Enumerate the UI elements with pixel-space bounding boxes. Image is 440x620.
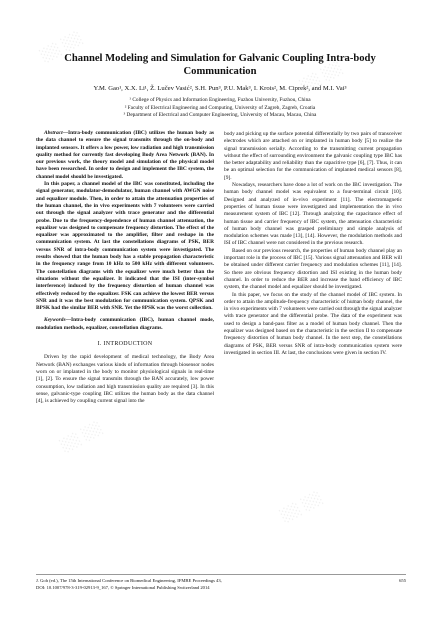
abstract-label: Abstract— bbox=[44, 130, 68, 136]
page-number: 655 bbox=[399, 578, 406, 583]
page-footer bbox=[36, 574, 406, 591]
abstract-text-2: In this paper, a channel model of the IBC was constituted, including the signal generator, modulator-demodulator, human channel with AWGN noise and equalizer module. Then, in order to attain the attenuation properties of the human channel, the in vivo experiments with 7 volunteers were carried out through the signal analyzer with trace generator and the differential probe. Due to the frequency-dependence of human channel attenuation, the equalizer was designed to compensate frequency distortion. The effect of the equalizer was approximated to the amplifier, filter and reshape in the communication system. At last the constellations diagrams of PSK, BER versus SNR of intra-body communication system were investigated. The results showed that the human body has a stable propagation characteristic in the frequency range from 10 kHz to 500 kHz with different volunteers. The constellation diagrams with the equalizer were much better than the situations without the equalizer. It indicated that the ISI (inter-symbol interference) induced by the frequency distortion of human channel was effectively reduced by the equalizer. FSK can achieve the lowest BER versus SNR and it was the best modulation for communication system. QPSK and BPSK had the similar BER with SNR. Yet the 8PSK was the worst collection. bbox=[36, 181, 214, 312]
intro-paragraph: Driven by the rapid development of medical technology, the Body Area Network (BAN) exchanges various kinds of information through biosensor nodes worn on or implanted in the body to monitor physiological signals in real-time [1], [2]. To ensure the signal transmits through the BAN accurately, low power consumption, low radiation and high transmission quality are required [3]. In this sense, galvanic-type coupling IBC utilizes the human body as the data channel [4], is achieved by coupling current signal into the bbox=[36, 354, 214, 405]
keywords-label: Keywords— bbox=[44, 317, 71, 324]
abstract bbox=[36, 130, 214, 312]
body-paragraph-1: body and picking up the surface potential differentially by two pairs of transceiver electrodes which are attached on or implanted in human body [5] to realize the signal transmission serially. According to the transmitting current propagation without the effect of surrounding environment the galvanic coupling type IBC has the better adaptability and reliability than the capacitive type [6], [7]. Thus, it can be an optimal selection for the communication of implanted medical sensors [8], [9]. bbox=[224, 131, 402, 181]
watermark: ░░ ░░ bbox=[149, 240, 196, 275]
body-paragraph-2: Nowadays, researchers have done a lot of work on the IBC investigation. The human body channel model was equivalent to a four-terminal circuit [10]. Designed and analyzed of in-vivo experiment [11]. The electromagnetic properties of human tissue were investigated and implementation the in vivo measurement system of IBC [12]. Through analyzing the capacitance effect of human tissue and carrier frequency of IBC system, the attenuation characteristic of human body channel was grasped preliminary and simple analysis of modulation schemes was made [13], [14]. However, the modulation methods and ISI of IBC channel were not considered in the previous research. bbox=[224, 182, 402, 247]
affiliations bbox=[34, 97, 406, 120]
watermark: ░░ ░░ bbox=[39, 30, 86, 65]
affiliation-2: ² Faculty of Electrical Engineering and Computing, University of Zagreb, Zagreb, Croatia bbox=[124, 104, 316, 111]
right-column bbox=[224, 131, 402, 357]
body-paragraph-4: In this paper, we focus on the study of the channel model of IBC system. In order to attain the amplitude-frequency characteristic of human body channel, the in vivo experiments with 7 volunteers were carried out through the signal analyzer with trace generator and the differential probe. The data of the experiment was used to design a band-pass filter as a model of human body channel. Then the equalizer was designed based on the characteristic in the section II to compensate frequency distortion of human body channel. In the next step, the constellations diagrams of PSK, BER versus SNR of intra-body communication system were investigated in section III. At last, the conclusions were given in section IV. bbox=[224, 291, 402, 356]
watermark: ░░ ░░ bbox=[329, 290, 376, 325]
keywords bbox=[36, 317, 214, 332]
citation-line-1: J. Goh (ed.), The 15th International Conference on Biomedical Engineering, IFMBE Proceedings 43, bbox=[36, 578, 222, 583]
left-column bbox=[36, 130, 214, 405]
citation-line-2: DOI: 10.1007/978-3-319-02913-9_167, © Springer International Publishing Switzerland 2014 bbox=[36, 584, 210, 590]
paper-title: Channel Modeling and Simulation for Galvanic Coupling Intra-body Communication bbox=[64, 53, 376, 77]
abstract-text: Intra-body communication (IBC) utilizes the human body as the data channel to ensure the signal transmits through the on-body and implanted sensors. It offers a low power, low radiation and high transmission quality method for currently fast developing Body Area Network (BAN). In our previous work, the theory model and simulation of the physical model have been researched. In order to design and implement the IBC system, the channel model should be investigated. bbox=[36, 130, 214, 180]
watermark: ░░ ░░ bbox=[299, 60, 346, 95]
body-paragraph-3: Based on our previous research, the properties of human body channel play an important role in the process of IBC [15]. Various signal attenuation and BER will be obtained under different carrier frequency and modulation schemes [11], [14]. So there are obvious frequency distortion and ISI existing in the human body channel. In order to reduce the BER and increase the band efficiency of IBC system, the channel model and equalizer should be investigated. bbox=[224, 247, 402, 291]
affiliation-3: ³ Department of Electrical and Computer Engineering, University of Macau, Macau, China bbox=[123, 112, 317, 118]
watermark: ░░ ░░ bbox=[279, 490, 326, 525]
affiliation-1: ¹ College of Physics and Information Engineering, Fuzhou University, Fuzhou, China bbox=[129, 97, 311, 103]
author-list: Y.M. Gao¹, X.X. Li¹, Ž. Lučev Vasić², S.H. Pun³, P.U. Mak³, I. Krois², M. Ciprek², and M.I. Vai³ bbox=[93, 85, 347, 92]
watermark: ░░ ░░ bbox=[59, 420, 106, 455]
keywords-text: Intra-body communication (IBC), human channel mode, modulation methods, equalizer, constellation diagrams. bbox=[36, 317, 214, 331]
section-heading: I. INTRODUCTION bbox=[97, 341, 153, 348]
